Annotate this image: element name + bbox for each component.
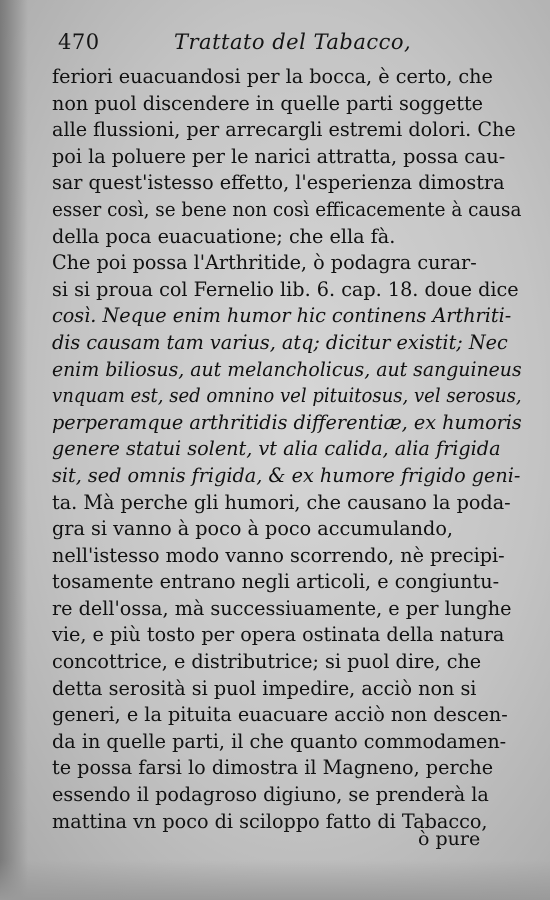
text-line: poi la poluere per le narici attratta, possa cau-: [52, 144, 506, 168]
text-line: si si proua col Fernelio lib. 6. cap. 18. doue dice: [52, 277, 519, 301]
page-number: 470: [58, 30, 100, 54]
text-line: non puol discendere in quelle parti soggette: [52, 91, 484, 115]
text-line: gra si vanno à poco à poco accumulando,: [52, 517, 453, 541]
text-line: nell'istesso modo vanno scorrendo, nè precipi-: [52, 543, 505, 567]
text-line: sit, sed omnis frigida, & ex humore frigido geni-: [52, 463, 521, 487]
text-line: della poca euacuatione; che ella fà.: [52, 224, 396, 248]
text-line: dis causam tam varius, atq; dicitur existit; Nec: [52, 330, 508, 354]
text-line: così. Neque enim humor hic continens Arthriti-: [52, 304, 512, 328]
catchword: ò pure: [418, 828, 481, 850]
text-line: enim biliosus, aut melancholicus, aut sanguineus: [52, 357, 522, 381]
text-line: Che poi possa l'Arthritide, ò podagra curar-: [52, 251, 477, 275]
text-line: alle flussioni, per arrecargli estremi dolori. Che: [52, 118, 516, 142]
text-line: mattina vn poco di sciloppo fatto di Tabacco,: [52, 809, 488, 833]
running-title: Trattato del Tabacco,: [174, 30, 412, 54]
body-text: [52, 64, 522, 835]
text-line: re dell'ossa, mà successiuamente, e per lunghe: [52, 596, 512, 620]
text-line: generi, e la pituita euacuare acciò non descen-: [52, 703, 508, 727]
bottom-shadow: [0, 860, 550, 900]
text-line: concottrice, e distributrice; si puol dire, che: [52, 650, 482, 674]
text-line: detta serosità si puol impedire, acciò non si: [52, 676, 477, 700]
text-line: te possa farsi lo dimostra il Magneno, perche: [52, 756, 494, 780]
text-line: ta. Mà perche gli humori, che causano la poda-: [52, 490, 511, 514]
text-line: perperamque arthritidis differentiæ, ex humoris: [52, 410, 522, 434]
text-line: tosamente entrano negli articoli, e congiuntu-: [52, 570, 500, 594]
text-line: genere statui solent, vt alia calida, alia frigida: [52, 437, 501, 461]
text-line: vie, e più tosto per opera ostinata della natura: [52, 623, 505, 647]
text-line: da in quelle parti, il che quanto commodamen-: [52, 729, 507, 753]
page-header: [58, 30, 518, 60]
text-line: essendo il podagroso digiuno, se prenderà la: [52, 783, 489, 807]
text-line: esser così, se bene non così efficacemente à causa: [52, 197, 522, 221]
text-line: vnquam est, sed omnino vel pituitosus, vel serosus,: [52, 384, 522, 408]
gutter-shadow: [0, 0, 28, 900]
text-line: feriori euacuandosi per la bocca, è certo, che: [52, 65, 493, 88]
text-line: sar quest'istesso effetto, l'esperienza dimostra: [52, 171, 505, 195]
